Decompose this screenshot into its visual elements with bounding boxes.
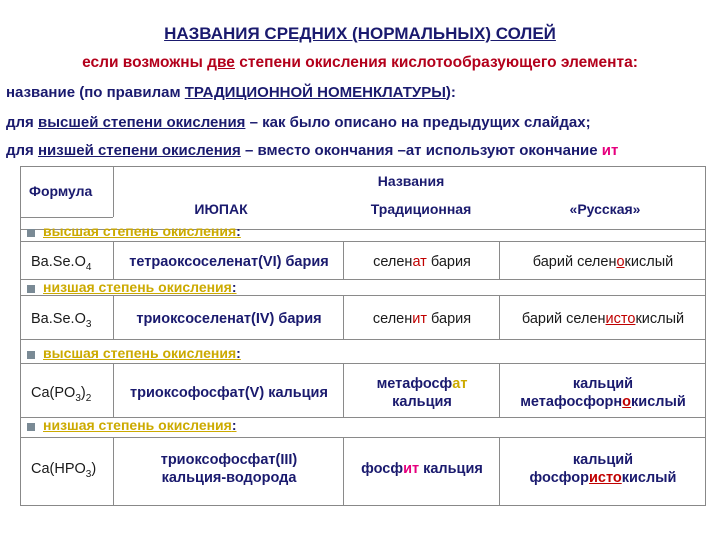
condition-line: [0, 54, 720, 72]
col-rus-header: «Русская»: [569, 201, 641, 217]
grid-line: [113, 295, 114, 339]
grid-line: [21, 241, 705, 242]
grid-line: [499, 437, 500, 505]
section-label-higher: высшая степень окисления:: [43, 223, 241, 239]
grid-line: [499, 363, 500, 417]
trad-cell: фосфит кальция: [361, 461, 483, 477]
grid-line: [113, 363, 114, 417]
grid-line: [113, 437, 114, 505]
names-header: Названия: [377, 173, 445, 189]
grid-line: [21, 295, 705, 296]
bullet-icon: [27, 285, 35, 293]
condition-two: две: [207, 54, 235, 71]
section-label-lower: низшая степень окисления:: [43, 279, 237, 295]
formula-cell: $Ca(HPO_3)$: [31, 461, 97, 480]
iupac-cell: триоксофосфат(III) кальция-водорода: [160, 452, 298, 486]
rus-cell: барий селенистокислый: [521, 311, 685, 327]
line2-pre: для: [6, 114, 38, 131]
page-title: НАЗВАНИЯ СРЕДНИХ (НОРМАЛЬНЫХ) СОЛЕЙ: [164, 24, 556, 43]
bullet-icon: [27, 351, 35, 359]
condition-pre: если возможны: [82, 54, 208, 71]
grid-line: [343, 241, 344, 279]
condition-post: степени окисления кислотообразующего элемента:: [234, 54, 638, 71]
grid-line: [21, 363, 705, 364]
col-trad-header: Традиционная: [370, 201, 472, 217]
line1-underlined: ТРАДИЦИОННОЙ НОМЕНКЛАТУРЫ: [184, 84, 446, 101]
col-iupac-header: ИЮПАК: [194, 201, 248, 217]
iupac-cell: триоксофосфат(V) кальция: [130, 385, 328, 401]
iupac-cell: тетраоксоселенат(VI) бария: [129, 254, 329, 270]
line2-post: – как было описано на предыдущих слайдах;: [245, 114, 591, 131]
section-label-higher: высшая степень окисления:: [43, 345, 241, 361]
grid-line: [21, 437, 705, 438]
line3-pre: для: [6, 142, 38, 159]
line1-pre: название (по правилам: [6, 84, 185, 101]
rule-line-1: [6, 84, 456, 101]
formula-cell: $Ba.Se.O_4$: [31, 254, 92, 273]
section-label-lower: низшая степень окисления:: [43, 417, 237, 433]
trad-cell: метафосфат кальция: [376, 376, 468, 410]
rus-cell: кальций метафосфорнокислый: [520, 376, 686, 410]
trad-cell: селенит бария: [372, 311, 472, 327]
rule-line-3: [6, 142, 618, 159]
bullet-icon: [27, 229, 35, 237]
line3-underlined: низшей степени окисления: [37, 142, 241, 159]
line3-post: – вместо окончания –ат используют окончание: [240, 142, 602, 159]
formula-cell: $Ca(PO_3)_2$: [31, 385, 92, 404]
bullet-icon: [27, 423, 35, 431]
grid-line: [21, 339, 705, 340]
grid-line: [343, 437, 344, 505]
rule-line-2: [6, 114, 591, 131]
rus-cell: кальций фосфористокислый: [529, 452, 677, 486]
grid-line: [343, 295, 344, 339]
iupac-cell: триоксоселенат(IV) бария: [136, 311, 322, 327]
col-formula-header: Формула: [29, 183, 93, 199]
line2-underlined: высшей степени окисления: [37, 114, 246, 131]
formula-cell: $Ba.Se.O_3$: [31, 311, 92, 330]
line1-post: ):: [445, 84, 456, 101]
grid-line: [21, 217, 113, 218]
grid-line: [499, 295, 500, 339]
rus-cell: барий селенокислый: [532, 254, 674, 270]
grid-line: [113, 167, 114, 217]
grid-line: [113, 241, 114, 279]
grid-line: [343, 363, 344, 417]
salts-table: [20, 166, 706, 506]
trad-cell: селенат бария: [373, 254, 471, 270]
line3-ending: ит: [601, 142, 619, 159]
grid-line: [499, 241, 500, 279]
